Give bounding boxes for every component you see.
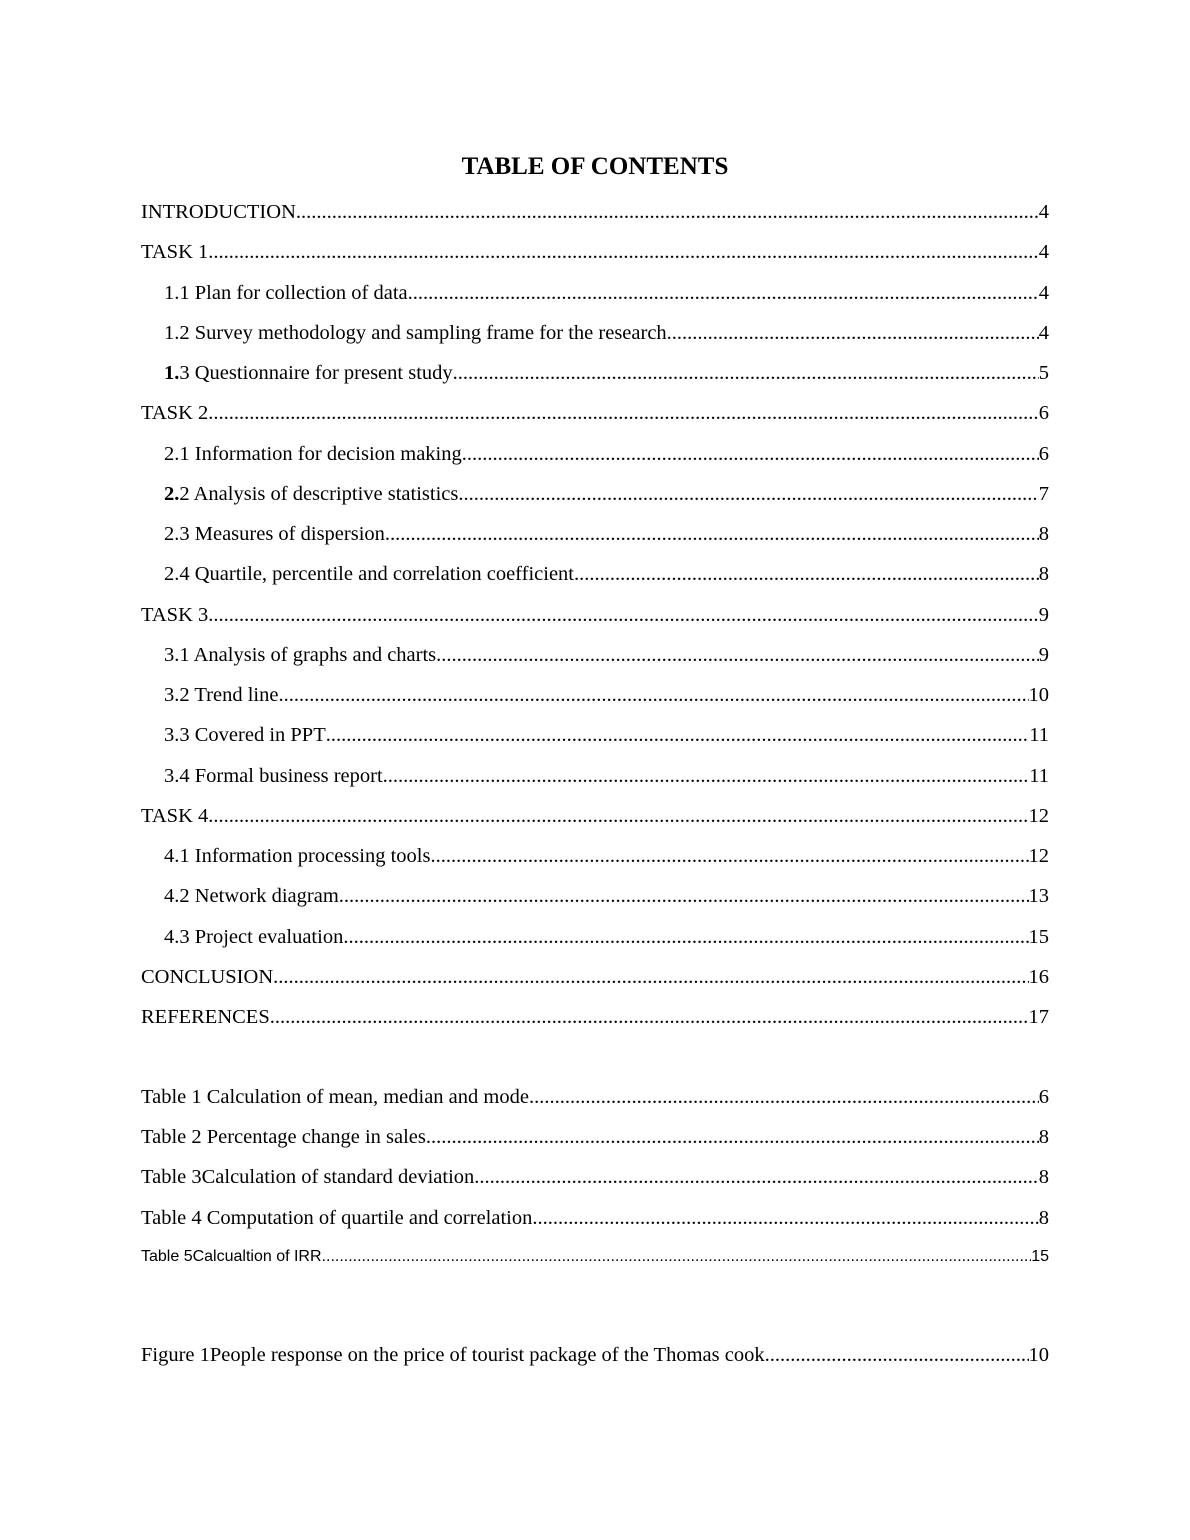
toc-entry-text: Table 1 Calculation of mean, median and mode [141, 1086, 529, 1108]
toc-page-number: 8 [1038, 1166, 1049, 1188]
toc-page-number: 11 [1029, 765, 1049, 787]
table-list-entry-1[interactable] [141, 1083, 1049, 1111]
toc-entry-2-4[interactable] [164, 560, 1049, 588]
toc-page-number: 6 [1038, 443, 1049, 465]
toc-entry-text: 3.4 Formal business report [164, 765, 383, 787]
toc-page-number: 15 [1031, 1248, 1049, 1265]
toc-leader-dots [208, 802, 1028, 830]
toc-entry-4-1[interactable] [164, 842, 1049, 870]
toc-leader-dots [453, 359, 1039, 387]
toc-page-number: 5 [1038, 362, 1049, 384]
toc-entry-task-3[interactable] [141, 601, 1049, 629]
table-list-entry-4[interactable] [141, 1204, 1049, 1232]
toc-entry-text: REFERENCES [141, 1006, 270, 1028]
toc-entry-1-1[interactable] [164, 279, 1049, 307]
toc-page-number: 13 [1028, 885, 1049, 907]
toc-entry-4-2[interactable] [164, 882, 1049, 910]
toc-entry-2-2[interactable] [164, 480, 1049, 508]
toc-leader-dots [426, 1123, 1039, 1151]
toc-leader-dots [765, 1341, 1029, 1369]
toc-leader-dots [667, 319, 1039, 347]
toc-entry-1-3[interactable] [164, 359, 1049, 387]
toc-leader-dots [208, 238, 1038, 266]
toc-page-number: 4 [1038, 322, 1049, 344]
toc-entry-text: 1.3 Questionnaire for present study [164, 362, 453, 384]
toc-leader-dots [208, 601, 1038, 629]
toc-entry-task-2[interactable] [141, 399, 1049, 427]
toc-entry-text: Table 5Calcualtion of IRR [141, 1248, 322, 1265]
toc-page-number: 8 [1038, 1207, 1049, 1229]
toc-entry-text: 2.2 Analysis of descriptive statistics [164, 483, 459, 505]
toc-entry-task-4[interactable] [141, 802, 1049, 830]
toc-leader-dots [458, 480, 1038, 508]
toc-leader-dots [430, 842, 1028, 870]
toc-entry-text: Table 4 Computation of quartile and correlation [141, 1207, 533, 1229]
toc-entry-text: Figure 1People response on the price of tourist package of the Thomas cook [141, 1344, 765, 1366]
toc-page-number: 8 [1038, 563, 1049, 585]
toc-page-number: 12 [1028, 805, 1049, 827]
toc-entry-text: TASK 4 [141, 805, 209, 827]
toc-entry-1-2[interactable] [164, 319, 1049, 347]
toc-page-number: 9 [1038, 604, 1049, 626]
toc-page-number: 4 [1038, 282, 1049, 304]
toc-entry-3-2[interactable] [164, 681, 1049, 709]
toc-entry-3-3[interactable] [164, 721, 1049, 749]
toc-entry-introduction[interactable] [141, 198, 1049, 226]
table-list-entry-3[interactable] [141, 1163, 1049, 1191]
toc-page-number: 9 [1038, 644, 1049, 666]
toc-entry-2-3[interactable] [164, 520, 1049, 548]
toc-leader-dots [532, 1204, 1038, 1232]
toc-entry-text: 1.2 Survey methodology and sampling frame for the research [164, 322, 667, 344]
toc-leader-dots [296, 198, 1039, 226]
toc-page-number: 8 [1038, 523, 1049, 545]
toc-leader-dots [270, 1003, 1029, 1031]
toc-page-number: 16 [1028, 966, 1049, 988]
toc-leader-dots [574, 560, 1039, 588]
page-title: TABLE OF CONTENTS [461, 153, 729, 180]
toc-entry-text: 3.1 Analysis of graphs and charts [164, 644, 437, 666]
toc-leader-dots [208, 399, 1038, 427]
toc-page-number: 4 [1038, 201, 1049, 223]
toc-entry-text: CONCLUSION [141, 966, 274, 988]
toc-leader-dots [339, 882, 1029, 910]
toc-entry-text: TASK 3 [141, 604, 209, 626]
table-list-entry-2[interactable] [141, 1123, 1049, 1151]
toc-entry-2-1[interactable] [164, 440, 1049, 468]
toc-page-number: 10 [1028, 1344, 1049, 1366]
toc-entry-text: 2.1 Information for decision making [164, 443, 462, 465]
toc-page-number: 12 [1028, 845, 1049, 867]
toc-leader-dots [343, 923, 1028, 951]
toc-entry-text: 1.1 Plan for collection of data [164, 282, 408, 304]
toc-entry-text: 3.3 Covered in PPT [164, 724, 326, 746]
toc-entry-text: 2.3 Measures of dispersion [164, 523, 385, 545]
toc-leader-dots [462, 440, 1039, 468]
toc-entry-task-1[interactable] [141, 238, 1049, 266]
toc-leader-dots [273, 963, 1028, 991]
toc-page-number: 17 [1028, 1006, 1049, 1028]
toc-entry-text: 4.2 Network diagram [164, 885, 339, 907]
toc-entry-text: TASK 2 [141, 402, 209, 424]
toc-entry-text: 3.2 Trend line [164, 684, 279, 706]
toc-entry-text: TASK 1 [141, 241, 209, 263]
toc-leader-dots [529, 1083, 1039, 1111]
toc-page-number: 7 [1038, 483, 1049, 505]
toc-page-number: 8 [1038, 1126, 1049, 1148]
toc-page-number: 11 [1029, 724, 1049, 746]
toc-leader-dots [474, 1163, 1038, 1191]
toc-entry-references[interactable] [141, 1003, 1049, 1031]
toc-entry-3-1[interactable] [164, 641, 1049, 669]
table-list-entry-5[interactable] [141, 1243, 1049, 1271]
toc-page-number: 15 [1028, 926, 1049, 948]
toc-entry-text: Table 3Calculation of standard deviation [141, 1166, 475, 1188]
toc-leader-dots [385, 520, 1039, 548]
toc-leader-dots [383, 762, 1030, 790]
toc-leader-dots [326, 721, 1030, 749]
toc-entry-4-3[interactable] [164, 923, 1049, 951]
toc-page-number: 4 [1038, 241, 1049, 263]
toc-leader-dots [322, 1243, 1032, 1271]
toc-page-number: 6 [1038, 402, 1049, 424]
toc-entry-text: INTRODUCTION [141, 201, 296, 223]
toc-page-number: 10 [1028, 684, 1049, 706]
toc-page-number: 6 [1038, 1086, 1049, 1108]
toc-entry-conclusion[interactable] [141, 963, 1049, 991]
toc-entry-text: 4.1 Information processing tools [164, 845, 431, 867]
toc-leader-dots [278, 681, 1028, 709]
figure-list-entry-1[interactable] [141, 1341, 1049, 1369]
toc-entry-text: Table 2 Percentage change in sales [141, 1126, 426, 1148]
toc-leader-dots [408, 279, 1039, 307]
toc-entry-text: 4.3 Project evaluation [164, 926, 344, 948]
toc-leader-dots [436, 641, 1039, 669]
toc-entry-3-4[interactable] [164, 762, 1049, 790]
toc-entry-text: 2.4 Quartile, percentile and correlation coefficient [164, 563, 574, 585]
